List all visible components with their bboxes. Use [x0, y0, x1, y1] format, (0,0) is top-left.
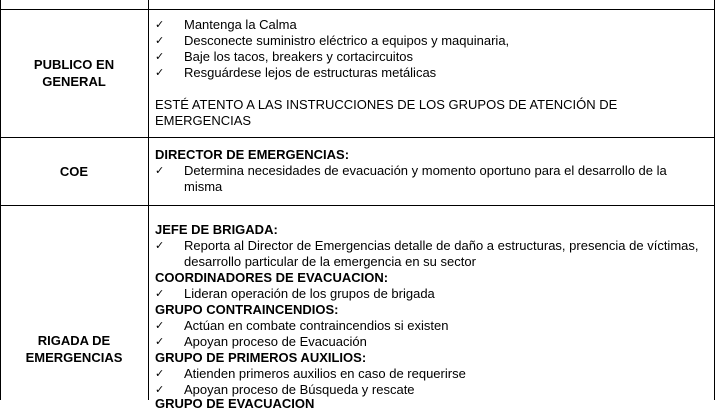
check-icon: ✓ [155, 368, 165, 380]
section-header: GRUPO DE EVACUACION [155, 396, 315, 411]
list-item: Apoyan proceso de Búsqueda y rescate [184, 382, 415, 397]
check-icon: ✓ [155, 19, 165, 31]
section-header: GRUPO CONTRAINCENDIOS: [155, 302, 339, 317]
list-item: Mantenga la Calma [184, 17, 297, 32]
check-icon: ✓ [155, 51, 165, 63]
check-icon: ✓ [155, 288, 165, 300]
list-item: Resguárdese lejos de estructuras metálicas [184, 65, 437, 80]
check-icon: ✓ [155, 35, 165, 47]
instruction-note: EMERGENCIAS [155, 113, 252, 128]
check-icon: ✓ [155, 165, 165, 177]
list-item-continuation: desarrollo particular de la emergencia en su sector [184, 254, 476, 269]
column-divider [148, 0, 149, 400]
instruction-note: ESTÉ ATENTO A LAS INSTRUCCIONES DE LOS GRUPOS DE ATENCIÓN DE [155, 97, 618, 112]
list-item: Reporta al Director de Emergencias detalle de daño a estructuras, presencia de víctimas, [184, 238, 699, 253]
list-item-continuation: misma [184, 179, 223, 194]
section-header: DIRECTOR DE EMERGENCIAS: [155, 147, 350, 162]
row-label-brigada: RIGADA DE EMERGENCIAS [25, 333, 123, 365]
section-header: GRUPO DE PRIMEROS AUXILIOS: [155, 350, 367, 365]
row-divider [0, 9, 715, 10]
section-header: JEFE DE BRIGADA: [155, 222, 278, 237]
list-item: Determina necesidades de evacuación y momento oportuno para el desarrollo de la [184, 163, 667, 178]
check-icon: ✓ [155, 320, 165, 332]
list-item: Actúan en combate contraincendios si existen [184, 318, 449, 333]
check-icon: ✓ [155, 67, 165, 79]
row-divider [0, 137, 715, 138]
row-divider [0, 205, 715, 206]
section-header: COORDINADORES DE EVACUACION: [155, 270, 389, 285]
row-label-publico: PUBLICO EN GENERAL [33, 57, 115, 89]
check-icon: ✓ [155, 240, 165, 252]
list-item: Lideran operación de los grupos de brigada [184, 286, 435, 301]
list-item: Apoyan proceso de Evacuación [184, 334, 367, 349]
row-label-coe: COE [59, 164, 89, 179]
list-item: Atienden primeros auxilios en caso de requerirse [184, 366, 466, 381]
list-item: Desconecte suministro eléctrico a equipos y maquinaria, [184, 33, 510, 48]
check-icon: ✓ [155, 384, 165, 396]
check-icon: ✓ [155, 336, 165, 348]
list-item: Baje los tacos, breakers y cortacircuitos [184, 49, 414, 64]
